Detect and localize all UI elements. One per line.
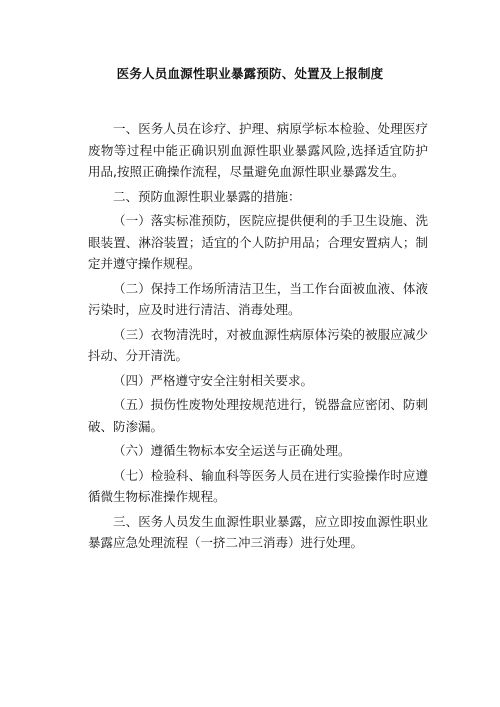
paragraph-2: 二、预防血源性职业暴露的措施： [113, 188, 301, 204]
document-body [88, 118, 428, 557]
paragraph-3: （一）落实标准预防，医院应提供便利的手卫生设施、洗眼装置、淋浴装置；适宜的个人防护用品；合理安置病人；制定并遵守操作规程。 [88, 213, 428, 271]
paragraph-4: （二）保持工作场所清洁卫生，当工作台面被血液、体液污染时，应及时进行清洁、消毒处理。 [88, 280, 428, 317]
paragraph-6: （四）严格遵守安全注射相关要求。 [113, 372, 314, 388]
paragraph-1: 一、医务人员在诊疗、护理、病原学标本检验、处理医疗废物等过程中能正确识别血源性职业暴露风险,选择适宜防护用品,按照正确操作流程，尽量避免血源性职业暴露发生。 [88, 121, 428, 179]
paragraph-10: 三、医务人员发生血源性职业暴露，应立即按血源性职业暴露应急处理流程（一挤二冲三消毒）进行处理。 [88, 513, 428, 550]
paragraph-9: （七）检验科、输血科等医务人员在进行实验操作时应遵循微生物标准操作规程。 [88, 467, 428, 504]
paragraph-8: （六）遵循生物标本安全运送与正确处理。 [113, 443, 351, 458]
paragraph-7: （五）损伤性废物处理按规范进行，锐器盒应密闭、防刺破、防渗漏。 [88, 397, 428, 434]
paragraph-5: （三）衣物清洗时，对被血源性病原体污染的被服应减少抖动、分开清洗。 [88, 326, 428, 363]
document-title: 医务人员血源性职业暴露预防、处置及上报制度 [116, 66, 384, 81]
